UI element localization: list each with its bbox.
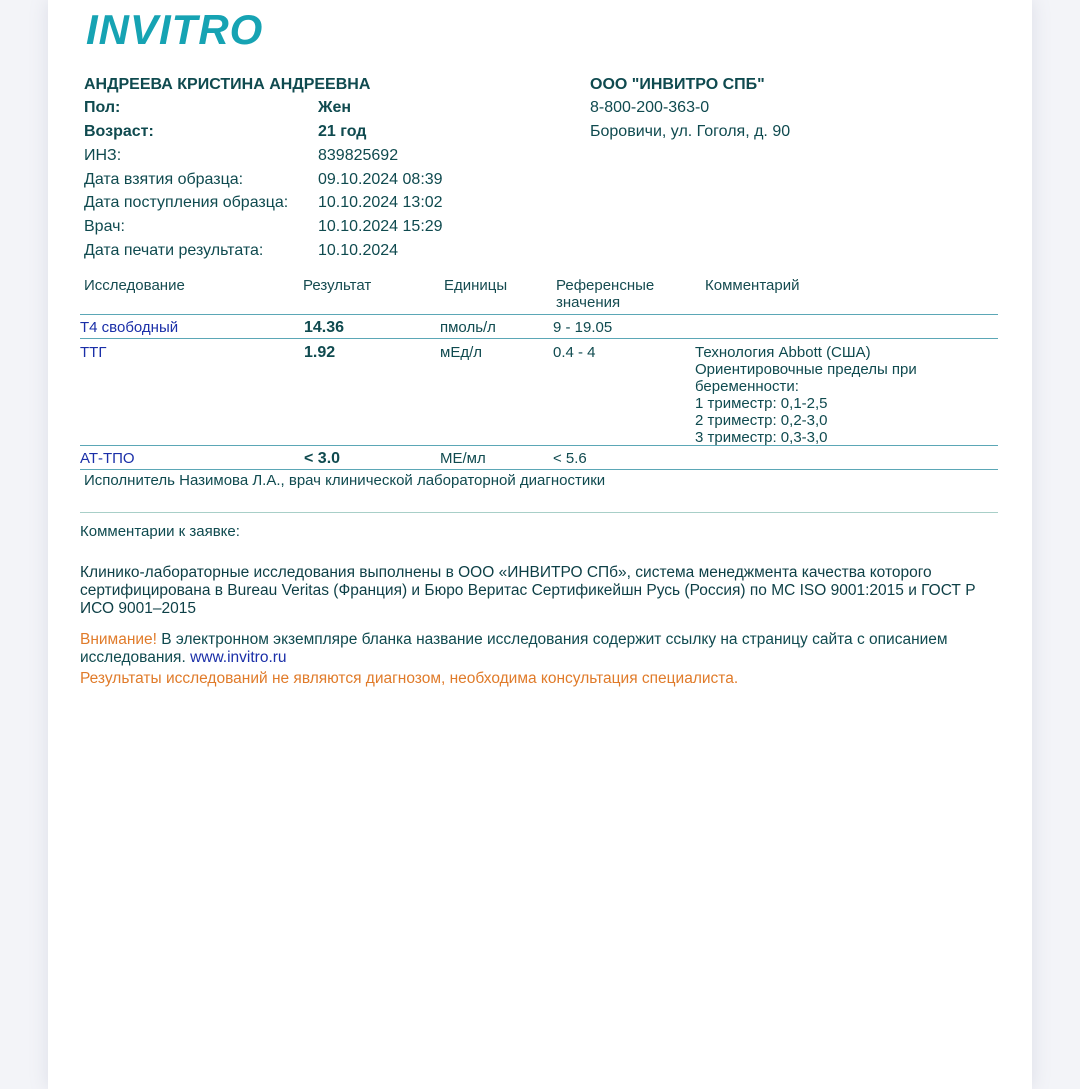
patient-name: АНДРЕЕВА КРИСТИНА АНДРЕЕВНА [84, 76, 371, 93]
field-value-sample-date: 09.10.2024 08:39 [318, 171, 443, 188]
comment-line: Технология Abbott (США) [695, 344, 871, 361]
test-link-at-tpo[interactable]: АТ-ТПО [80, 450, 135, 467]
table-divider [80, 469, 998, 470]
warning-text: В электронном экземпляре бланка название исследования содержит ссылку на страницу сайта с описанием исследования. [80, 631, 948, 666]
comment-line: беременности: [695, 378, 799, 395]
field-label-sample-date: Дата взятия образца: [84, 171, 244, 188]
reference-t4-free: 9 - 19.05 [553, 319, 613, 336]
units-tsh: мЕд/л [440, 344, 482, 361]
result-tsh: 1.92 [304, 344, 336, 361]
field-value-doctor: 10.10.2024 15:29 [318, 218, 443, 235]
header-test: Исследование [84, 277, 185, 294]
header-comment: Комментарий [705, 277, 800, 294]
comment-line: 2 триместр: 0,2-3,0 [695, 412, 828, 429]
test-link-t4-free[interactable]: Т4 свободный [80, 319, 179, 336]
disclaimer: Результаты исследований не являются диагнозом, необходима консультация специалиста. [80, 670, 739, 687]
table-divider [80, 314, 998, 315]
field-label-doctor: Врач: [84, 218, 125, 235]
result-page [48, 0, 1032, 1089]
field-label-age: Возраст: [84, 123, 154, 140]
header-reference-line1: Референсные [556, 277, 655, 294]
invitro-logo: INVITRO [86, 6, 264, 53]
result-t4-free: 14.36 [304, 319, 345, 336]
field-value-inz: 839825692 [318, 147, 399, 164]
field-label-inz: ИНЗ: [84, 147, 122, 164]
section-divider [80, 512, 998, 513]
field-value-sex: Жен [318, 99, 352, 116]
comment-line: Ориентировочные пределы при [695, 361, 917, 378]
field-label-sex: Пол: [84, 99, 121, 116]
table-divider [80, 338, 998, 339]
comment-line: 3 триместр: 0,3-3,0 [695, 429, 828, 446]
header-reference [556, 277, 654, 311]
comment-tsh [695, 344, 975, 446]
field-label-print-date: Дата печати результата: [84, 242, 264, 259]
test-link-tsh[interactable]: ТТГ [80, 344, 107, 361]
units-t4-free: пмоль/л [440, 319, 496, 336]
table-divider [80, 445, 998, 446]
lab-phone: 8-800-200-363-0 [590, 99, 710, 116]
field-value-age: 21 год [318, 123, 367, 140]
warning-paragraph [80, 631, 1010, 667]
lab-name: ООО "ИНВИТРО СПБ" [590, 76, 765, 93]
warning-word: Внимание! [80, 631, 157, 648]
field-value-receipt-date: 10.10.2024 13:02 [318, 194, 443, 211]
performer: Исполнитель Назимова Л.А., врач клинической лабораторной диагностики [84, 472, 606, 489]
lab-address: Боровичи, ул. Гоголя, д. 90 [590, 123, 791, 140]
field-value-print-date: 10.10.2024 [318, 242, 399, 259]
units-at-tpo: МЕ/мл [440, 450, 486, 467]
header-reference-line2: значения [556, 294, 621, 311]
invitro-site-link[interactable]: www.invitro.ru [190, 649, 287, 666]
certification-text: Клинико-лабораторные исследования выполнены в ООО «ИНВИТРО СПб», система менеджмента качества которого сертифицирована в Bureau Veritas (Франция) и Бюро Веритас Сертификейшн Русь (Россия) по МС ISO 9001:2015 и ГОСТ Р ИСО 9001–2015 [80, 564, 976, 617]
reference-at-tpo: < 5.6 [553, 450, 587, 467]
header-result: Результат [303, 277, 372, 294]
reference-tsh: 0.4 - 4 [553, 344, 596, 361]
field-label-receipt-date: Дата поступления образца: [84, 194, 289, 211]
comment-line: 1 триместр: 0,1-2,5 [695, 395, 828, 412]
result-at-tpo: < 3.0 [304, 450, 341, 467]
header-units: Единицы [444, 277, 508, 294]
comments-label: Комментарии к заявке: [80, 523, 240, 540]
